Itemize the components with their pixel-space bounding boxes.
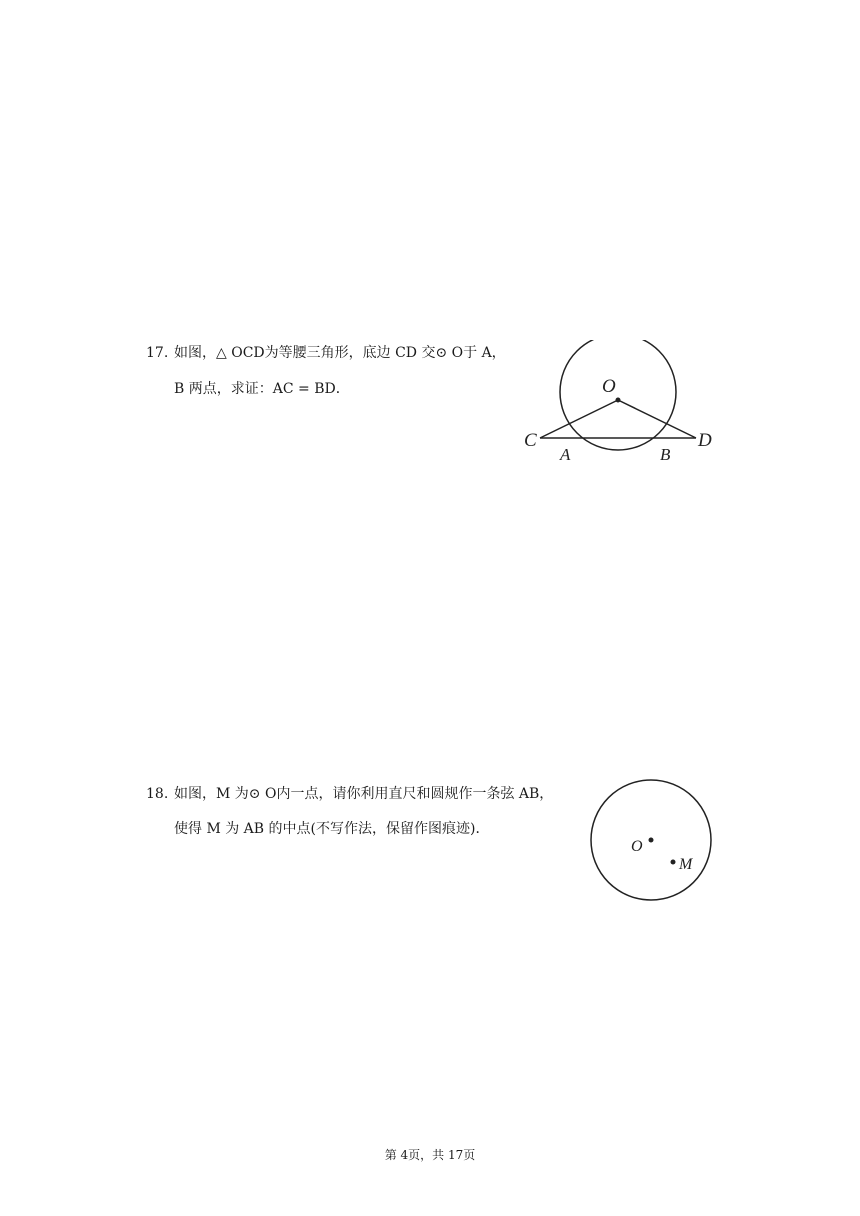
point-o xyxy=(616,398,621,403)
segment-oc xyxy=(540,400,618,438)
label-a: A xyxy=(560,445,571,464)
figure-18-svg xyxy=(585,775,720,905)
problem-text-line-1: 如图，△ OCD为等腰三角形，底边 CD 交⊙ O于 A， xyxy=(174,345,506,361)
label-c: C xyxy=(524,430,537,451)
point-m xyxy=(671,860,676,865)
label-o: O xyxy=(631,838,643,855)
figure-17-svg xyxy=(520,340,730,470)
segment-od xyxy=(618,400,696,438)
label-b: B xyxy=(660,445,671,464)
page-footer: 第 4页，共 17页 xyxy=(384,1148,476,1162)
figure-circle-point xyxy=(585,775,720,905)
problem-text-line-1: 如图，M 为⊙ O内一点，请你利用直尺和圆规作一条弦 AB， xyxy=(174,786,554,802)
problem-number: 18. xyxy=(146,786,169,802)
label-o: O xyxy=(602,376,616,397)
point-o xyxy=(649,838,654,843)
circle-o xyxy=(560,340,676,450)
figure-circle-triangle xyxy=(520,340,730,470)
problem-text-line-2: 使得 M 为 AB 的中点(不写作法，保留作图痕迹)． xyxy=(174,821,490,837)
problem-text-line-2: B 两点，求证：AC = BD． xyxy=(174,381,350,397)
label-m: M xyxy=(679,856,693,873)
problem-number: 17. xyxy=(146,345,169,361)
label-d: D xyxy=(698,430,712,451)
